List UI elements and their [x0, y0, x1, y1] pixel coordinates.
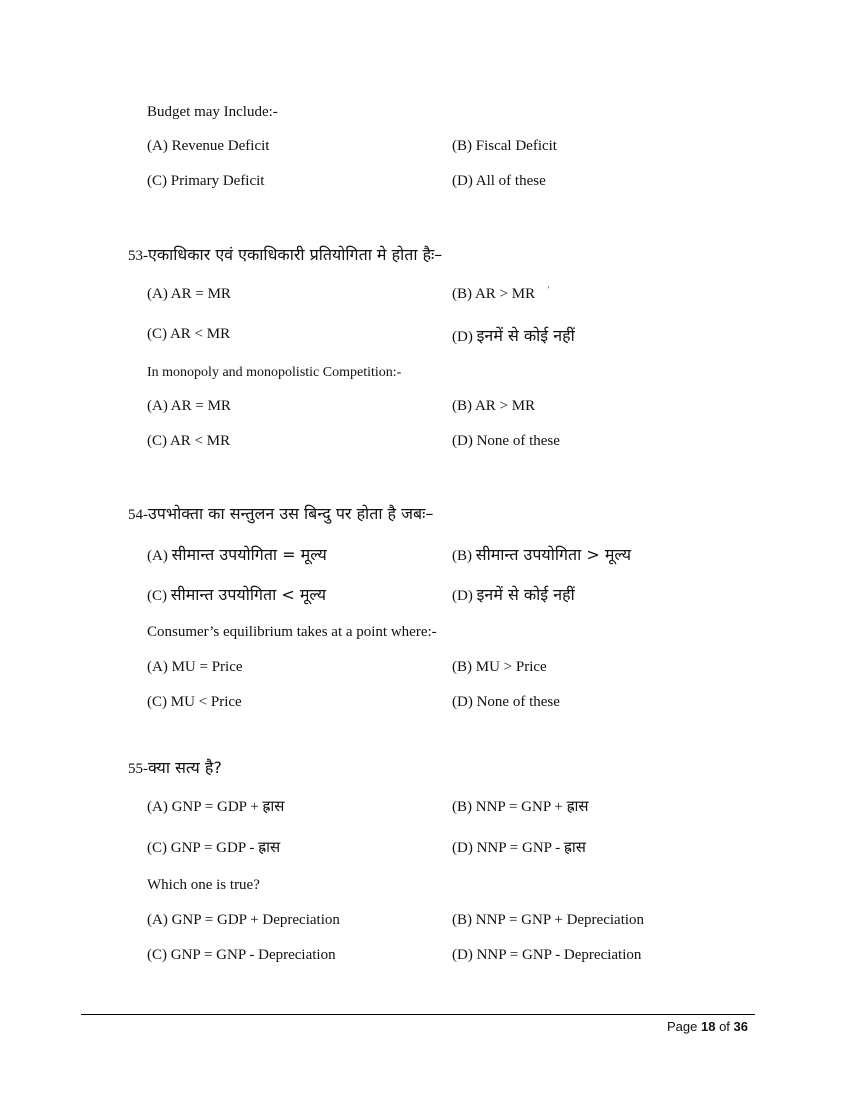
option-text: सीमान्त उपयोगिता > मूल्य: [475, 545, 631, 564]
q54-hi-option-c: [147, 583, 326, 605]
q55-hi-option-d: [452, 837, 586, 857]
question-number: 54-: [128, 507, 148, 523]
option-label: (B): [452, 912, 472, 928]
option-label: (A): [147, 138, 168, 154]
option-label: (B): [452, 548, 472, 564]
option-text: GNP = GDP + ह्रास: [171, 799, 285, 815]
option-label: (A): [147, 548, 168, 564]
option-text: Revenue Deficit: [171, 138, 270, 154]
q54-hi-option-d: [452, 583, 575, 605]
option-label: (A): [147, 912, 168, 928]
option-text: NNP = GNP + Depreciation: [475, 912, 645, 928]
option-text: AR < MR: [169, 326, 231, 342]
option-label: (D): [452, 840, 473, 856]
q53-hi-stem: [128, 243, 442, 265]
option-label: (C): [147, 326, 167, 342]
q55-hi-stem: [128, 756, 222, 778]
q54-hi-option-a: [147, 543, 327, 565]
option-text: None of these: [476, 433, 560, 449]
option-text: सीमान्त उपयोगिता = मूल्य: [171, 545, 327, 564]
option-text: AR > MR: [474, 398, 536, 414]
option-text: MU = Price: [171, 659, 243, 675]
q53-hi-option-d: [452, 324, 575, 346]
q52-en-option-d: [452, 173, 546, 190]
q55-en-option-a: [147, 912, 340, 929]
option-text: MU > Price: [475, 659, 547, 675]
q52-en-option-b: [452, 138, 557, 155]
q53-en-option-d: [452, 433, 560, 450]
q55-en-option-b: [452, 912, 644, 929]
option-label: (A): [147, 659, 168, 675]
option-text: इनमें से कोई नहीं: [476, 326, 575, 345]
option-text: MU < Price: [170, 694, 242, 710]
q53-en-option-c: [147, 433, 230, 450]
q55-hi-option-a: [147, 796, 284, 816]
page-prefix: Page: [666, 1019, 698, 1034]
question-number: 53-: [128, 248, 148, 264]
q55-hi-option-c: [147, 837, 280, 857]
option-label: (D): [452, 694, 473, 710]
q54-hi-stem: [128, 502, 433, 524]
option-label: (A): [147, 286, 168, 302]
page-number: [667, 1019, 748, 1034]
option-text: GNP = GNP - Depreciation: [170, 947, 336, 963]
q54-en-option-c: [147, 694, 242, 711]
option-text: NNP = GNP + ह्रास: [475, 799, 589, 815]
q53-en-stem: In monopoly and monopolistic Competition:-: [147, 365, 402, 380]
option-text: All of these: [475, 173, 546, 189]
option-label: (C): [147, 947, 167, 963]
question-number: 55-: [128, 761, 148, 777]
q54-en-option-b: [452, 659, 547, 676]
q52-en-option-c: [147, 173, 264, 190]
option-text: इनमें से कोई नहीं: [476, 585, 575, 604]
q53-hi-option-b: [452, 286, 535, 303]
page-of: of: [719, 1019, 730, 1034]
stray-tick-mark: ': [548, 285, 550, 294]
question-text: एकाधिकार एवं एकाधिकारी प्रतियोगिता मे होता हैः–: [148, 245, 443, 264]
option-label: (C): [147, 173, 167, 189]
q52-en-stem: Budget may Include:-: [147, 104, 278, 120]
option-label: (B): [452, 138, 472, 154]
option-text: None of these: [476, 694, 560, 710]
option-label: (D): [452, 173, 473, 189]
option-text: NNP = GNP - Depreciation: [476, 947, 642, 963]
option-text: सीमान्त उपयोगिता < मूल्य: [170, 585, 326, 604]
option-label: (B): [452, 286, 472, 302]
q55-en-option-c: [147, 947, 336, 964]
option-label: (D): [452, 329, 473, 345]
option-label: (D): [452, 588, 473, 604]
option-text: NNP = GNP - ह्रास: [476, 840, 586, 856]
option-label: (C): [147, 433, 167, 449]
option-text: Primary Deficit: [170, 173, 265, 189]
option-label: (B): [452, 799, 472, 815]
q54-en-stem: Consumer’s equilibrium takes at a point where:-: [147, 624, 437, 640]
option-label: (C): [147, 588, 167, 604]
option-text: AR = MR: [170, 286, 231, 302]
option-text: AR > MR: [474, 286, 536, 302]
q53-en-option-a: [147, 398, 231, 415]
q55-en-stem: Which one is true?: [147, 877, 260, 893]
option-text: AR = MR: [170, 398, 231, 414]
option-text: AR < MR: [169, 433, 231, 449]
q54-en-option-d: [452, 694, 560, 711]
option-text: Fiscal Deficit: [475, 138, 557, 154]
option-label: (D): [452, 433, 473, 449]
option-label: (B): [452, 659, 472, 675]
q53-hi-option-a: [147, 286, 231, 303]
q54-hi-option-b: [452, 543, 631, 565]
option-label: (D): [452, 947, 473, 963]
footer-divider: [81, 1014, 755, 1015]
option-text: GNP = GDP - ह्रास: [170, 840, 281, 856]
q55-en-option-d: [452, 947, 641, 964]
option-label: (A): [147, 398, 168, 414]
option-label: (B): [452, 398, 472, 414]
q54-en-option-a: [147, 659, 243, 676]
q53-en-option-b: [452, 398, 535, 415]
page-current: 18: [700, 1019, 716, 1034]
question-text: क्या सत्य है?: [148, 758, 222, 777]
page-total: 36: [733, 1019, 748, 1034]
option-text: GNP = GDP + Depreciation: [171, 912, 340, 928]
option-label: (C): [147, 840, 167, 856]
q52-en-option-a: [147, 138, 269, 155]
option-label: (C): [147, 694, 167, 710]
q55-hi-option-b: [452, 796, 589, 816]
option-label: (A): [147, 799, 168, 815]
q53-hi-option-c: [147, 326, 230, 343]
question-text: उपभोक्ता का सन्तुलन उस बिन्दु पर होता है जबः–: [148, 504, 434, 523]
